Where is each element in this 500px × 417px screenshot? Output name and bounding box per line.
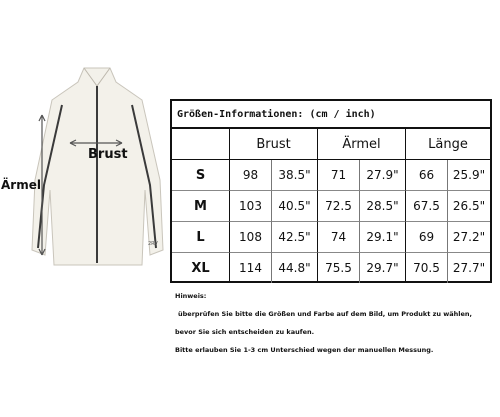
table-cell: 71 xyxy=(318,160,360,191)
table-cell: 29.7" xyxy=(360,253,406,283)
notes-line: bevor Sie sich entscheiden zu kaufen. xyxy=(175,328,315,336)
table-cell: 74 xyxy=(318,222,360,253)
size-cell: L xyxy=(172,222,230,253)
table-cell: 108 xyxy=(230,222,272,253)
size-cell: S xyxy=(172,160,230,191)
table-cell: 75.5 xyxy=(318,253,360,283)
table-cell: 29.1" xyxy=(360,222,406,253)
jacket-tag-text: 2RV xyxy=(148,241,158,247)
size-table xyxy=(170,99,492,283)
table-cell: 27.2" xyxy=(448,222,490,253)
notes-line: überprüfen Sie bitte die Größen und Farbe auf dem Bild, um Produkt zu wählen, xyxy=(178,310,473,318)
table-cell: 38.5" xyxy=(272,160,318,191)
notes xyxy=(175,287,472,359)
table-cell: 27.9" xyxy=(360,160,406,191)
table-cell: 27.7" xyxy=(452,261,486,275)
table-cell: 28.5" xyxy=(360,191,406,222)
header-brust: Brust xyxy=(230,129,318,160)
aermel-label: Ärmel xyxy=(1,178,41,192)
table-title: Größen-Informationen: (cm / inch) xyxy=(172,101,490,129)
header-blank xyxy=(172,129,230,160)
table-cell: 98 xyxy=(230,160,272,191)
table-cell: 70.5 xyxy=(406,253,448,283)
table-cell: 42.5" xyxy=(272,222,318,253)
table-cell: 103 xyxy=(230,191,272,222)
notes-line: Bitte erlauben Sie 1-3 cm Unterschied wegen der manuellen Messung. xyxy=(175,346,434,354)
table-cell: 69 xyxy=(406,222,448,253)
table-cell: 40.5" xyxy=(272,191,318,222)
brust-label: Brust xyxy=(88,147,128,162)
table-cell: 72.5 xyxy=(318,191,360,222)
table-cell: 114 xyxy=(230,253,272,283)
notes-heading: Hinweis: xyxy=(175,292,207,300)
table-cell: 26.5" xyxy=(448,191,490,222)
size-grid xyxy=(172,129,490,283)
size-cell: XL xyxy=(172,253,230,283)
table-cell: 67.5 xyxy=(406,191,448,222)
header-aermel: Ärmel xyxy=(318,129,406,160)
size-cell: M xyxy=(172,191,230,222)
table-cell: 44.8" xyxy=(272,253,318,283)
table-cell: 25.9" xyxy=(448,160,490,191)
table-cell: 66 xyxy=(406,160,448,191)
header-laenge: Länge xyxy=(406,129,490,160)
